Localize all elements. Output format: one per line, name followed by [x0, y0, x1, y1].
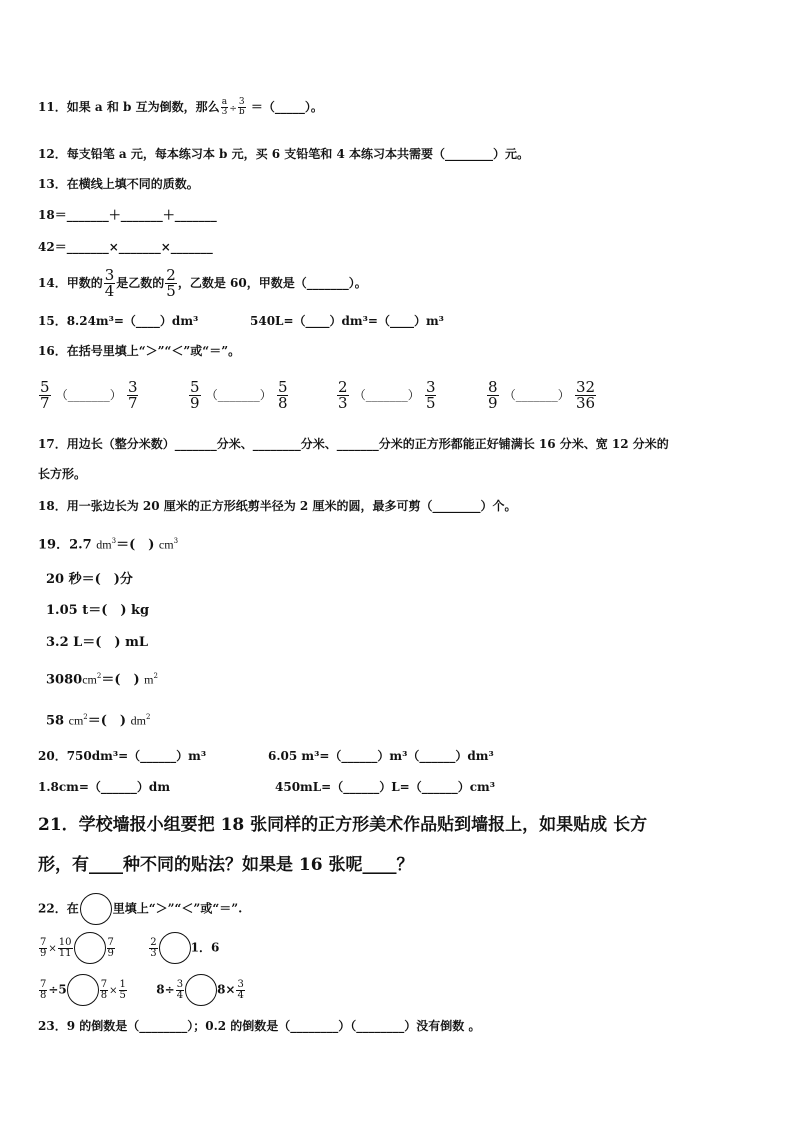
question-21-line-1: 21．学校墙报小组要把 18 张同样的正方形美术作品贴到墙报上，如果贴成 长方	[38, 815, 648, 835]
question-19-line-2: 20 秒＝( )分	[46, 572, 133, 587]
question-13-title: 13．在横线上填不同的质数。	[38, 177, 199, 191]
question-19-line-4: 3.2 L＝( ) mL	[46, 635, 149, 650]
question-16-row	[38, 380, 597, 411]
question-13-line-1: 18＝_______＋_______＋_______	[38, 208, 217, 222]
question-17-line-2: 长方形。	[38, 467, 87, 481]
question-12: 12．每支铅笔 a 元，每本练习本 b 元，买 6 支铅笔和 4 本练习本共需要（________）元。	[38, 147, 529, 161]
compare-pair-2: $\frac{5}{9}$ （_______） $\frac{5}{8}$	[190, 378, 288, 412]
compare-pair-4: $\frac{8}{9}$ （_______） $\frac{32}{36}$	[488, 378, 596, 412]
question-22-row-1: $\frac{7}{9}$ × $\frac{10}{11}$ $\frac{7}{9}$ $\frac{2}{3}$ 1．6	[38, 932, 219, 964]
fraction: $\frac{2}{5}$	[166, 266, 176, 300]
question-14: 14．甲数的 $\frac{3}{4}$ 是乙数的 $\frac{2}{5}$ ，乙数是 60，甲数是（_______）。	[38, 266, 367, 300]
question-20-row-2b: 450mL=（______）L=（______）cm³	[275, 780, 495, 794]
blank-circle-icon[interactable]	[74, 932, 106, 964]
blank-circle-icon[interactable]	[67, 974, 99, 1006]
question-13-line-2: 42＝_______×_______×_______	[38, 240, 213, 254]
fraction: $\frac{3}{b}$	[238, 97, 245, 117]
question-19-line-6: 58 $cm^2=$( ) $dm^2$	[46, 713, 151, 729]
question-16-title: 16．在括号里填上“＞”“＜”或“＝”。	[38, 344, 241, 358]
fraction: $\frac{3}{4}$	[104, 266, 115, 300]
question-22-row-2: $\frac{7}{8}$ ÷5 $\frac{7}{8}$ × $\frac{1}{5}$ 8÷ $\frac{3}{4}$ 8× $\frac{3}{4}$	[38, 974, 246, 1006]
blank-circle-icon[interactable]	[185, 974, 217, 1006]
question-15-b: 540L=（____）dm³=（____）m³	[250, 314, 444, 328]
question-20-row-1a: 20．750dm³=（______）m³	[38, 749, 207, 763]
question-22-title: 22．在 里填上“＞”“＜”或“＝”.	[38, 893, 242, 925]
question-20-row-1b: 6.05 m³=（______）m³（______）dm³	[268, 749, 494, 763]
question-20-row-2a: 1.8cm=（______）dm	[38, 780, 171, 794]
question-17-line-1: 17．用边长（整分米数）_______分米、________分米、_______分米的正方形都能正好铺满长 16 分米、宽 12 分米的	[38, 437, 669, 451]
question-21-line-2: 形，有____种不同的贴法？如果是 16 张呢____？	[38, 855, 414, 875]
question-19-line-3: 1.05 t＝( ) kg	[46, 603, 150, 618]
compare-pair-3: $\frac{2}{3}$ （_______） $\frac{3}{5}$	[338, 378, 436, 412]
question-11: 11．如果 a 和 b 互为倒数，那么 $\frac{a}{3}$ ÷ $\frac{3}{b}$ ＝（_____）。	[38, 97, 323, 117]
question-18: 18．用一张边长为 20 厘米的正方形纸剪半径为 2 厘米的圆，最多可剪（________）个。	[38, 499, 517, 513]
blank-circle-icon[interactable]	[80, 893, 112, 925]
fraction: $\frac{a}{3}$	[221, 97, 228, 117]
question-15-a: 15．8.24m³=（____）dm³	[38, 314, 199, 328]
question-23: 23．9 的倒数是（________）；0.2 的倒数是（________）（________）没有倒数 。	[38, 1019, 481, 1033]
blank-circle-icon[interactable]	[159, 932, 191, 964]
question-19-line-5: $3080cm^2=$( ) $m^2$	[46, 672, 158, 688]
question-19-line-1: 19．2.7 $dm^3=$( ) $cm^3$	[38, 537, 179, 553]
compare-pair-1: $\frac{5}{7}$ （_______） $\frac{3}{7}$	[40, 378, 138, 412]
